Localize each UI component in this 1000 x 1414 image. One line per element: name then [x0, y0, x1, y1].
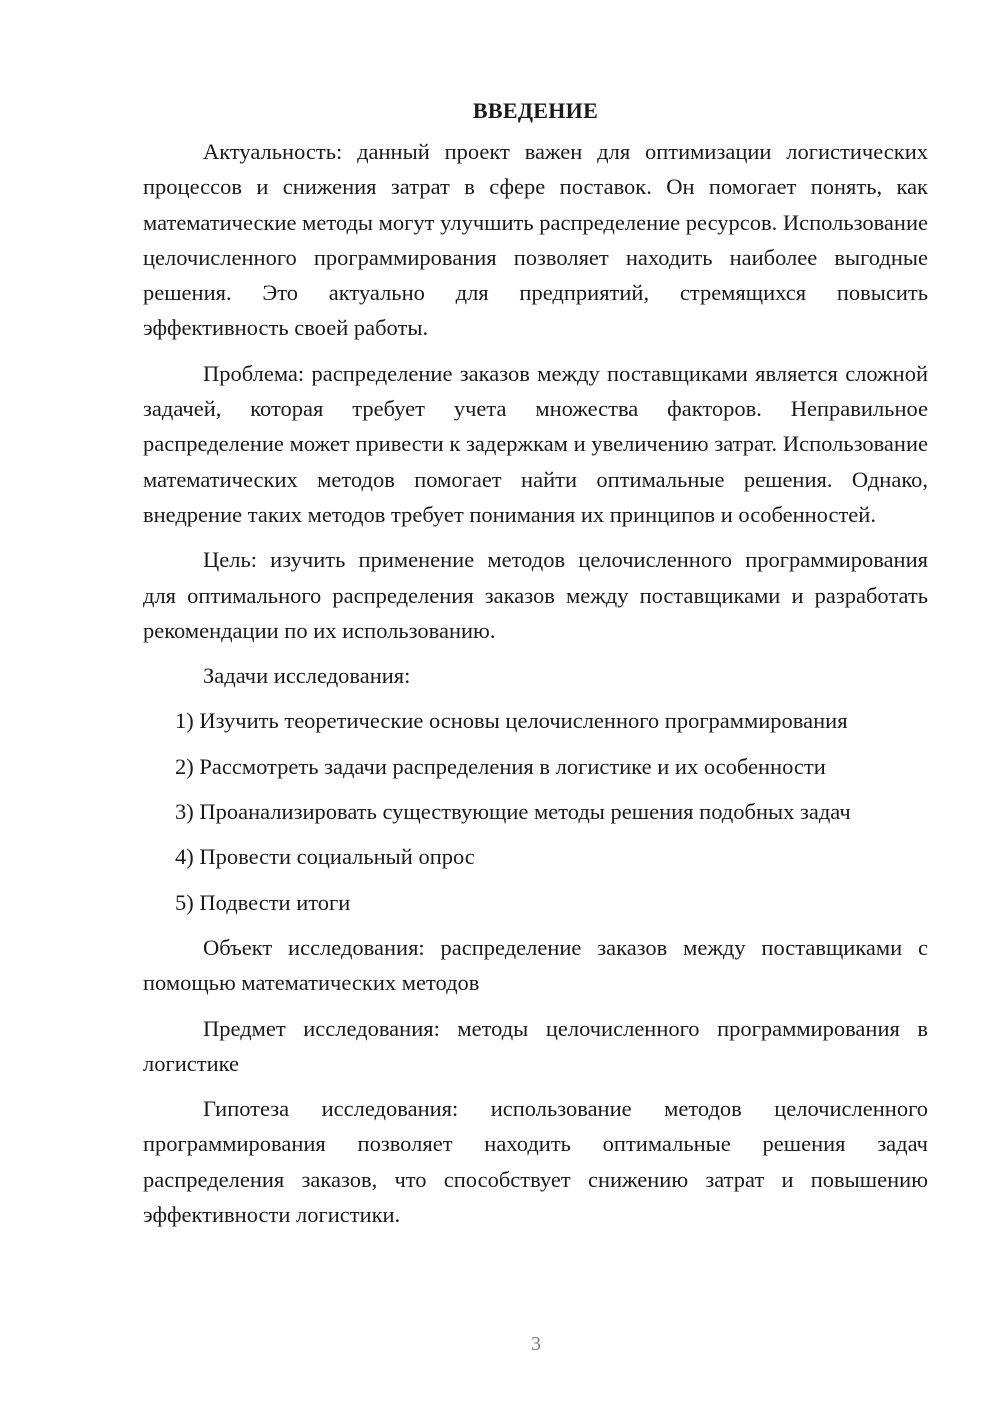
list-item: 2) Рассмотреть задачи распределения в логистике и их особенности: [175, 753, 826, 779]
paragraph-problem: Проблема: распределение заказов между поставщиками является сложной задачей, которая требует учета множества факторов. Неправильное распределение может привести к задержкам и увеличению затрат. Использование математических методов помогает найти оптимальные решения. Однако, внедрение таких методов требует понимания их принципов и особенностей.: [143, 360, 928, 527]
tasks-list: [143, 703, 928, 919]
paragraph-hypothesis: Гипотеза исследования: использование методов целочисленного программирования позволяет находить оптимальные решения задач распределения заказов, что способствует снижению затрат и повышению эффективности логистики.: [143, 1096, 928, 1228]
page-number: 3: [531, 1333, 541, 1355]
paragraph-object: Объект исследования: распределение заказов между поставщиками с помощью математических методов: [143, 934, 928, 996]
list-item: 4) Провести социальный опрос: [175, 844, 475, 870]
paragraph-goal: Цель: изучить применение методов целочисленного программирования для оптимального распределения заказов между поставщиками и разработать рекомендации по их использованию.: [143, 547, 928, 643]
page-content: [143, 93, 928, 1242]
paragraph-relevance: Актуальность: данный проект важен для оптимизации логистических процессов и снижения затрат в сфере поставок. Он помогает понять, как математические методы могут улучшить распределение ресурсов. Использование целочисленного программирования позволяет находить наиболее выгодные решения. Это актуально для предприятий, стремящихся повысить эффективность своей работы.: [143, 139, 928, 341]
list-item: 5) Подвести итоги: [175, 889, 351, 915]
list-item: 3) Проанализировать существующие методы решения подобных задач: [175, 799, 851, 825]
page-title: ВВЕДЕНИЕ: [472, 98, 599, 123]
paragraph-subject: Предмет исследования: методы целочисленного программирования в логистике: [143, 1015, 928, 1076]
list-item: 1) Изучить теоретические основы целочисленного программирования: [175, 708, 848, 734]
tasks-heading: Задачи исследования:: [203, 663, 411, 689]
